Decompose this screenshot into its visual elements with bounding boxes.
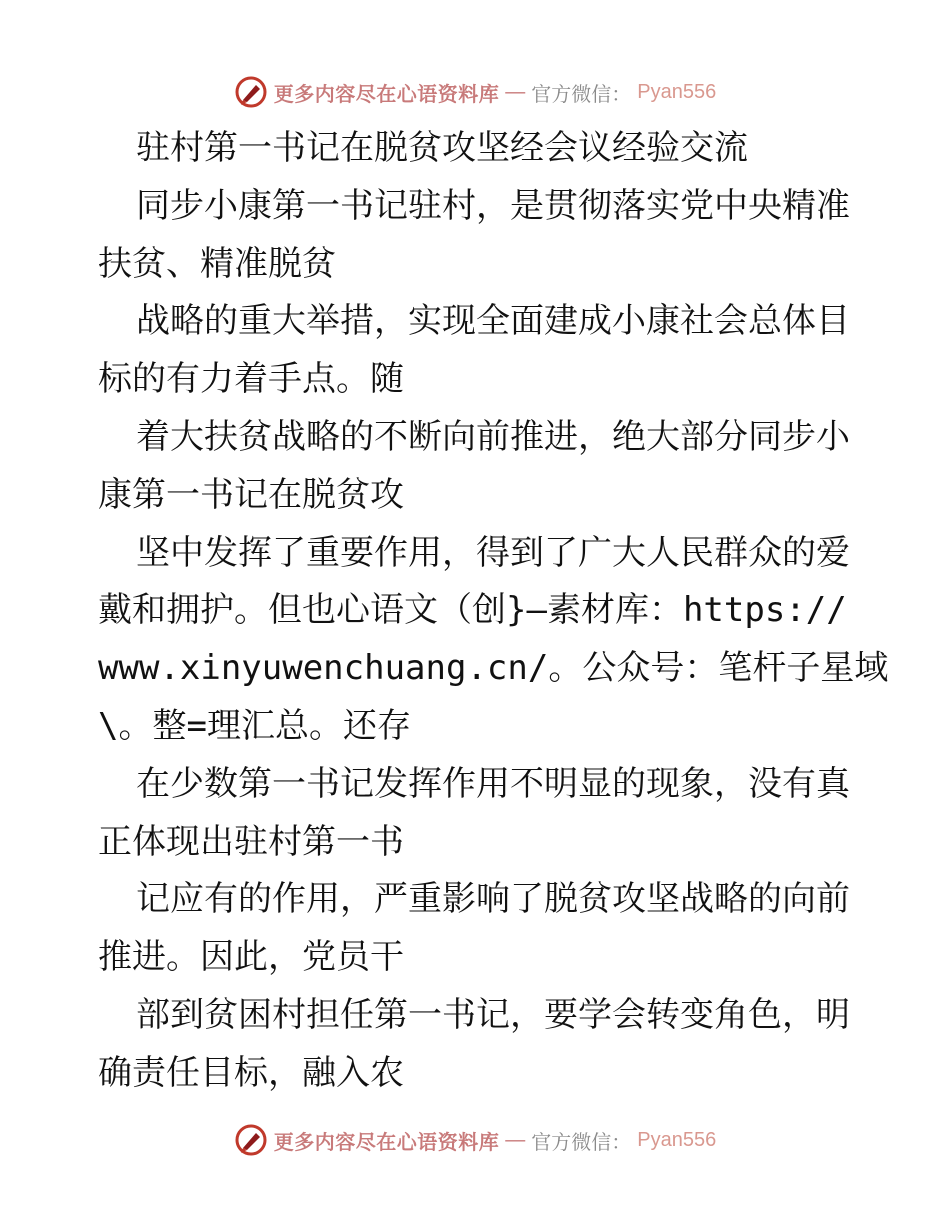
banner-wechat-id: Pyan556 [637,80,717,103]
text-line: 着大扶贫战略的不断向前推进，绝大部分同步小 [136,416,850,457]
text-line: 标的有力着手点。随 [98,359,404,400]
document-body [98,120,889,1103]
banner-dash: — [505,80,526,103]
text-line: www.xinyuwenchuang.cn/。公众号：笔杆子星域 [98,648,889,689]
text-line: 战略的重大举措，实现全面建成小康社会总体目 [136,301,850,342]
text-line: 坚中发挥了重要作用，得到了广大人民群众的爱 [136,532,850,573]
pen-nib-logo-icon [234,75,268,109]
text-line: 在少数第一书记发挥作用不明显的现象，没有真 [136,763,850,804]
text-line: 同步小康第一书记驻村，是贯彻落实党中央精准 [136,185,850,226]
banner-main-text: 更多内容尽在心语资料库 [273,81,500,106]
text-line: 正体现出驻村第一书 [98,821,404,862]
banner-dash: — [505,1128,526,1151]
footer-watermark-banner [0,1120,950,1160]
header-watermark-banner [0,72,950,112]
banner-main-text: 更多内容尽在心语资料库 [273,1129,500,1154]
text-line: 记应有的作用，严重影响了脱贫攻坚战略的向前 [136,879,850,920]
banner-wechat-id: Pyan556 [637,1128,717,1151]
text-line: 戴和拥护。但也心语文（创}—素材库：https:// [98,590,847,631]
text-line: 推进。因此，党员干 [98,937,404,978]
banner-wechat-label: 官方微信： [531,1129,632,1154]
text-line: 确责任目标，融入农 [98,1052,404,1093]
text-line: 扶贫、精准脱贫 [98,243,336,284]
pen-nib-logo-icon [234,1123,268,1157]
document-title: 驻村第一书记在脱贫攻坚经会议经验交流 [136,128,748,168]
text-line: 康第一书记在脱贫攻 [98,474,404,515]
text-line: \。整=理汇总。还存 [98,705,411,746]
text-line: 部到贫困村担任第一书记，要学会转变角色，明 [136,994,850,1035]
banner-wechat-label: 官方微信： [531,81,632,106]
